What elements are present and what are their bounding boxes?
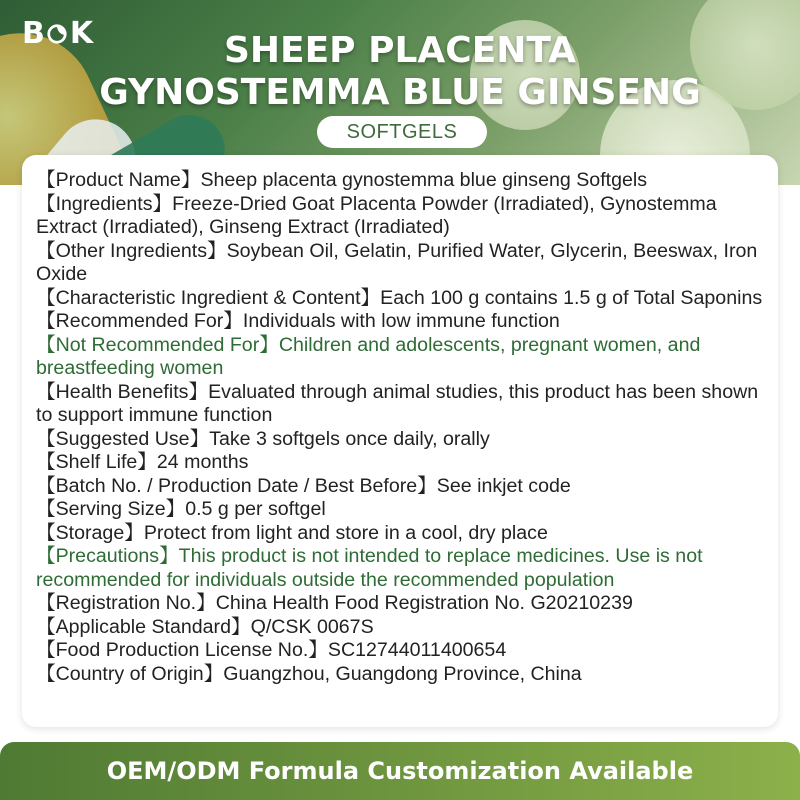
detail-label: 【Storage】 — [36, 521, 144, 544]
detail-value: Protect from light and store in a cool, dry place — [143, 521, 548, 544]
detail-value: Q/CSK 0067S — [250, 615, 374, 638]
footer-text: OEM/ODM Formula Customization Available — [106, 757, 694, 785]
detail-row — [36, 310, 766, 334]
detail-row — [36, 193, 766, 240]
logo-letter-k: K — [69, 16, 93, 51]
detail-value: Take 3 softgels once daily, orally — [209, 427, 490, 450]
detail-label: 【Precautions】 — [36, 545, 179, 567]
detail-value: Guangzhou, Guangdong Province, China — [223, 662, 582, 685]
detail-row — [36, 545, 766, 592]
detail-label: 【Food Production License No.】 — [36, 639, 328, 661]
product-title-line-1: SHEEP PLACENTA — [223, 30, 577, 71]
detail-label: 【Batch No. / Production Date / Best Before】 — [36, 474, 437, 497]
detail-value: Children and adolescents, pregnant women, and breastfeeding women — [36, 333, 701, 379]
detail-row — [36, 451, 766, 475]
product-form-badge: SOFTGELS — [317, 116, 487, 148]
detail-row — [36, 522, 766, 546]
detail-label: 【Applicable Standard】 — [36, 615, 251, 638]
detail-value: Freeze-Dried Goat Placenta Powder (Irradiated), Gynostemma Extract (Irradiated), Ginseng Extract (Irradiated) — [36, 192, 717, 238]
footer-banner — [0, 742, 800, 800]
detail-value: This product is not intended to replace medicines. Use is not recommended for individuals outside the recommended population — [36, 545, 703, 591]
detail-value: Evaluated through animal studies, this product has been shown to support immune function — [36, 380, 759, 426]
detail-row — [36, 498, 766, 522]
detail-label: 【Health Benefits】 — [36, 380, 209, 403]
detail-row — [36, 381, 766, 428]
detail-value: Individuals with low immune function — [242, 310, 560, 332]
detail-label: 【Product Name】 — [36, 169, 201, 191]
detail-label: 【Recommended For】 — [36, 310, 243, 332]
detail-label: 【Country of Origin】 — [36, 662, 224, 685]
detail-label: 【Shelf Life】 — [36, 451, 157, 473]
detail-label: 【Ingredients】 — [36, 192, 173, 215]
detail-row — [36, 639, 766, 663]
logo-letter-b: B — [22, 16, 44, 51]
product-details-card — [22, 155, 778, 727]
detail-value: Soybean Oil, Gelatin, Purified Water, Glycerin, Beeswax, Iron Oxide — [36, 239, 758, 285]
product-title-line-2: GYNOSTEMMA BLUE GINSENG — [99, 72, 701, 113]
detail-label: 【Suggested Use】 — [36, 427, 210, 450]
detail-row — [36, 428, 766, 452]
detail-row — [36, 287, 766, 311]
detail-value: Sheep placenta gynostemma blue ginseng Softgels — [200, 169, 648, 191]
detail-label: 【Characteristic Ingredient & Content】 — [36, 286, 381, 309]
detail-row — [36, 240, 766, 287]
detail-row — [36, 475, 766, 499]
detail-value: China Health Food Registration No. G20210239 — [215, 592, 633, 614]
detail-value: SC12744011400654 — [327, 639, 507, 661]
detail-label: 【Serving Size】 — [36, 498, 186, 520]
detail-label: 【Not Recommended For】 — [36, 333, 279, 356]
detail-value: 0.5 g per softgel — [185, 498, 326, 520]
detail-row — [36, 334, 766, 381]
detail-value: See inkjet code — [436, 474, 571, 497]
detail-row — [36, 663, 766, 687]
detail-value: Each 100 g contains 1.5 g of Total Saponins — [380, 286, 763, 309]
detail-label: 【Other Ingredients】 — [36, 239, 227, 262]
detail-row — [36, 169, 766, 193]
product-details-list — [36, 169, 766, 686]
detail-label: 【Registration No.】 — [36, 592, 216, 614]
detail-row — [36, 592, 766, 616]
detail-value: 24 months — [156, 451, 249, 473]
detail-row — [36, 616, 766, 640]
